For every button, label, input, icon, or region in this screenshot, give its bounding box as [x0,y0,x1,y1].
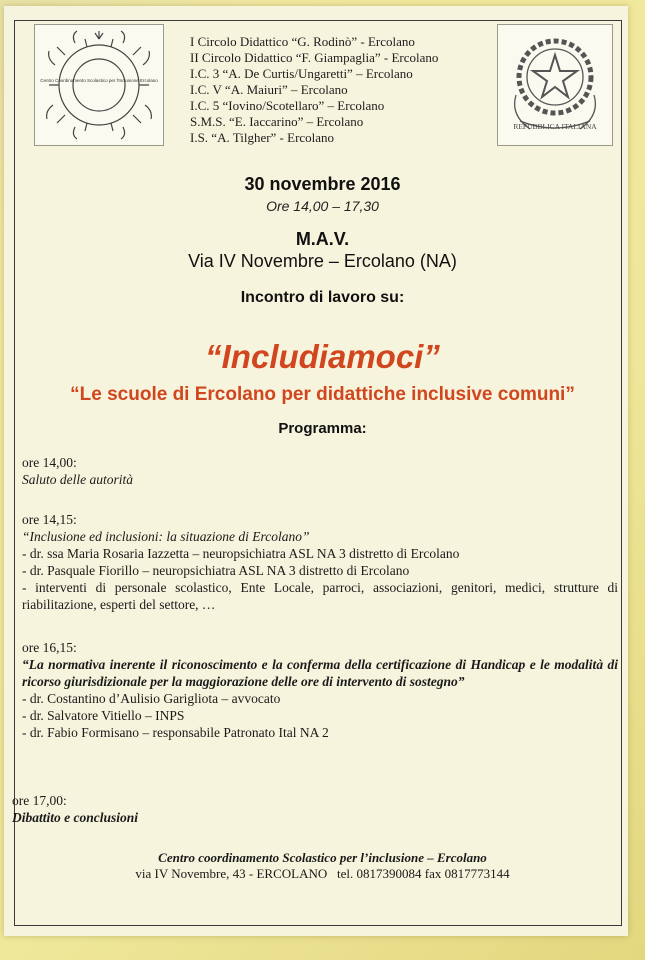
event-subtitle: “Le scuole di Ercolano per didattiche inclusive comuni” [70,384,575,405]
republic-emblem [497,24,613,146]
event-time: Ore 14,00 – 17,30 [266,198,379,214]
school-line: I.C. V “A. Maiuri” – Ercolano [190,82,348,97]
speaker-item: - interventi di personale scolastico, Ente Locale, parroci, associazioni, genitori, medici, strutture di riabilitazione, esperti del settore, … [22,580,618,612]
speaker-item: - dr. Salvatore Vitiello – INPS [22,708,185,723]
school-line: I.C. 5 “Iovino/Scotellaro” – Ercolano [190,98,385,113]
program-session-4 [12,792,608,826]
speaker-item: - dr. Pasquale Fiorillo – neuropsichiatra ASL NA 3 distretto di Ercolano [22,563,410,578]
school-line: S.M.S. “E. Iaccarino” – Ercolano [190,114,364,129]
school-line: II Circolo Didattico “F. Giampaglia” - Ercolano [190,50,439,65]
footer-organization: Centro coordinamento Scolastico per l’inclusione – Ercolano [158,850,487,865]
program-session-3 [22,639,618,741]
session-title: Dibattito e conclusioni [12,810,139,825]
event-title: “Includiamoci” [205,338,440,375]
session-time: ore 14,00: [22,455,77,470]
footer-contacts: via IV Novembre, 43 - ERCOLANO tel. 0817390084 fax 0817773144 [135,866,510,881]
event-address: Via IV Novembre – Ercolano (NA) [188,251,457,271]
session-time: ore 16,15: [22,640,77,655]
session-time: ore 17,00: [12,793,67,808]
event-date: 30 novembre 2016 [244,174,401,194]
inclusion-logo [34,24,164,146]
session-title: “Inclusione ed inclusioni: la situazione di Ercolano” [22,529,310,544]
intro-text: Incontro di lavoro su: [240,289,405,306]
school-line: I Circolo Didattico “G. Rodinò” - Ercolano [190,34,415,49]
session-title: “La normativa inerente il riconoscimento e la conferma della certificazione di Handicap e le modalità di ricorso giurisdizionale per la maggiorazione delle ore di intervento di sostegno” [22,657,618,689]
emblem-label: REPUBBLICA ITALIANA [513,122,597,131]
speaker-item: - dr. Fabio Formisano – responsabile Patronato Ital NA 2 [22,725,329,740]
programma-heading: Programma: [278,420,367,437]
school-line: I.C. 3 “A. De Curtis/Ungaretti” – Ercolano [190,66,413,81]
session-title: Saluto delle autorità [22,472,133,487]
schools-list [190,34,490,146]
event-venue: M.A.V. [295,229,350,249]
logo-caption: Centro Coordinamento Scolastico per l'Inclusione Ercolano [40,78,158,83]
school-line: I.S. “A. Tilgher” - Ercolano [190,130,335,145]
program-session-2 [22,511,618,613]
speaker-item: - dr. Costantino d’Aulisio Garigliota – avvocato [22,691,281,706]
speaker-item: - dr. ssa Maria Rosaria Iazzetta – neuropsichiatra ASL NA 3 distretto di Ercolano [22,546,460,561]
program-session-1 [22,454,618,488]
session-time: ore 14,15: [22,512,77,527]
